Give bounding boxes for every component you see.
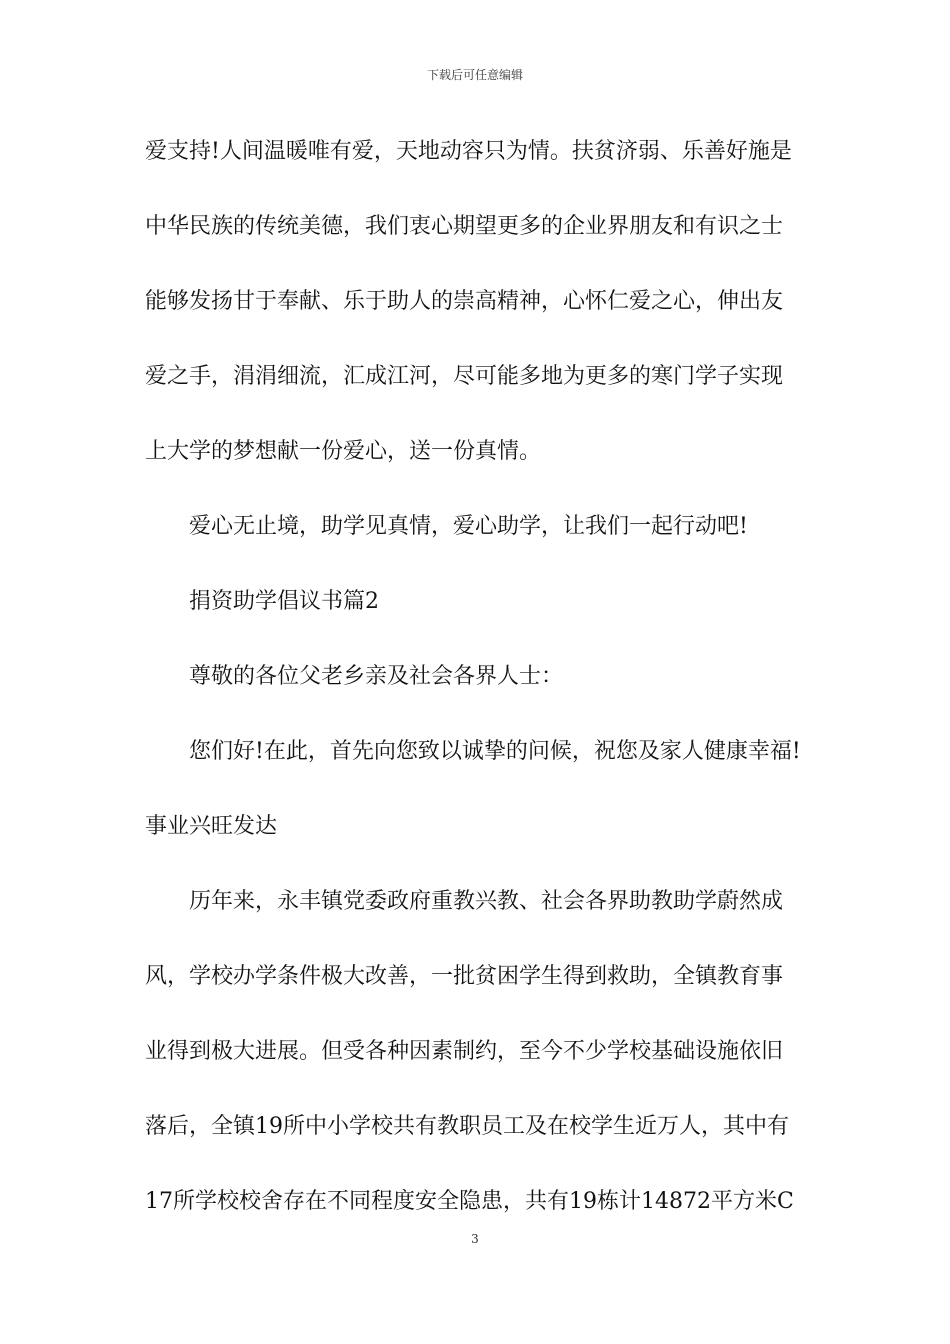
salutation: 尊敬的各位父老乡亲及社会各界人士：: [189, 664, 564, 689]
text-line: 业得到极大进展。但受各种因素制约，至今不少学校基础设施依旧: [145, 1039, 784, 1064]
text-line: 17所学校校舍存在不同程度安全隐患，共有19栋计14872平方米C: [145, 1189, 794, 1214]
text-line: 爱之手，涓涓细流，汇成江河，尽可能多地为更多的寒门学子实现: [145, 364, 784, 389]
text-line: 落后，全镇19所中小学校共有教职员工及在校学生近万人，其中有: [145, 1114, 789, 1139]
text-line: 中华民族的传统美德，我们衷心期望更多的企业界朋友和有识之士: [145, 214, 784, 239]
text-line: 爱支持!人间温暖唯有爱，天地动容只为情。扶贫济弱、乐善好施是: [145, 139, 792, 164]
text-line: 历年来，永丰镇党委政府重教兴教、社会各界助教助学蔚然成: [189, 889, 784, 914]
text-line: 您们好!在此，首先向您致以诚挚的问候，祝您及家人健康幸福!: [189, 739, 801, 764]
text-line: 风，学校办学条件极大改善，一批贫困学生得到救助，全镇教育事: [145, 964, 784, 989]
section-heading: 捐资助学倡议书篇2: [189, 589, 379, 614]
page-number: 3: [471, 1232, 479, 1246]
text-line: 上大学的梦想献一份爱心，送一份真情。: [145, 439, 542, 464]
body-text: [145, 126, 815, 1251]
text-line: 事业兴旺发达: [145, 814, 278, 839]
text-line: 爱心无止境，助学见真情，爱心助学，让我们一起行动吧!: [189, 514, 748, 539]
header-note: 下载后可任意编辑: [426, 68, 523, 82]
text-line: 能够发扬甘于奉献、乐于助人的崇高精神，心怀仁爱之心，伸出友: [145, 289, 784, 314]
